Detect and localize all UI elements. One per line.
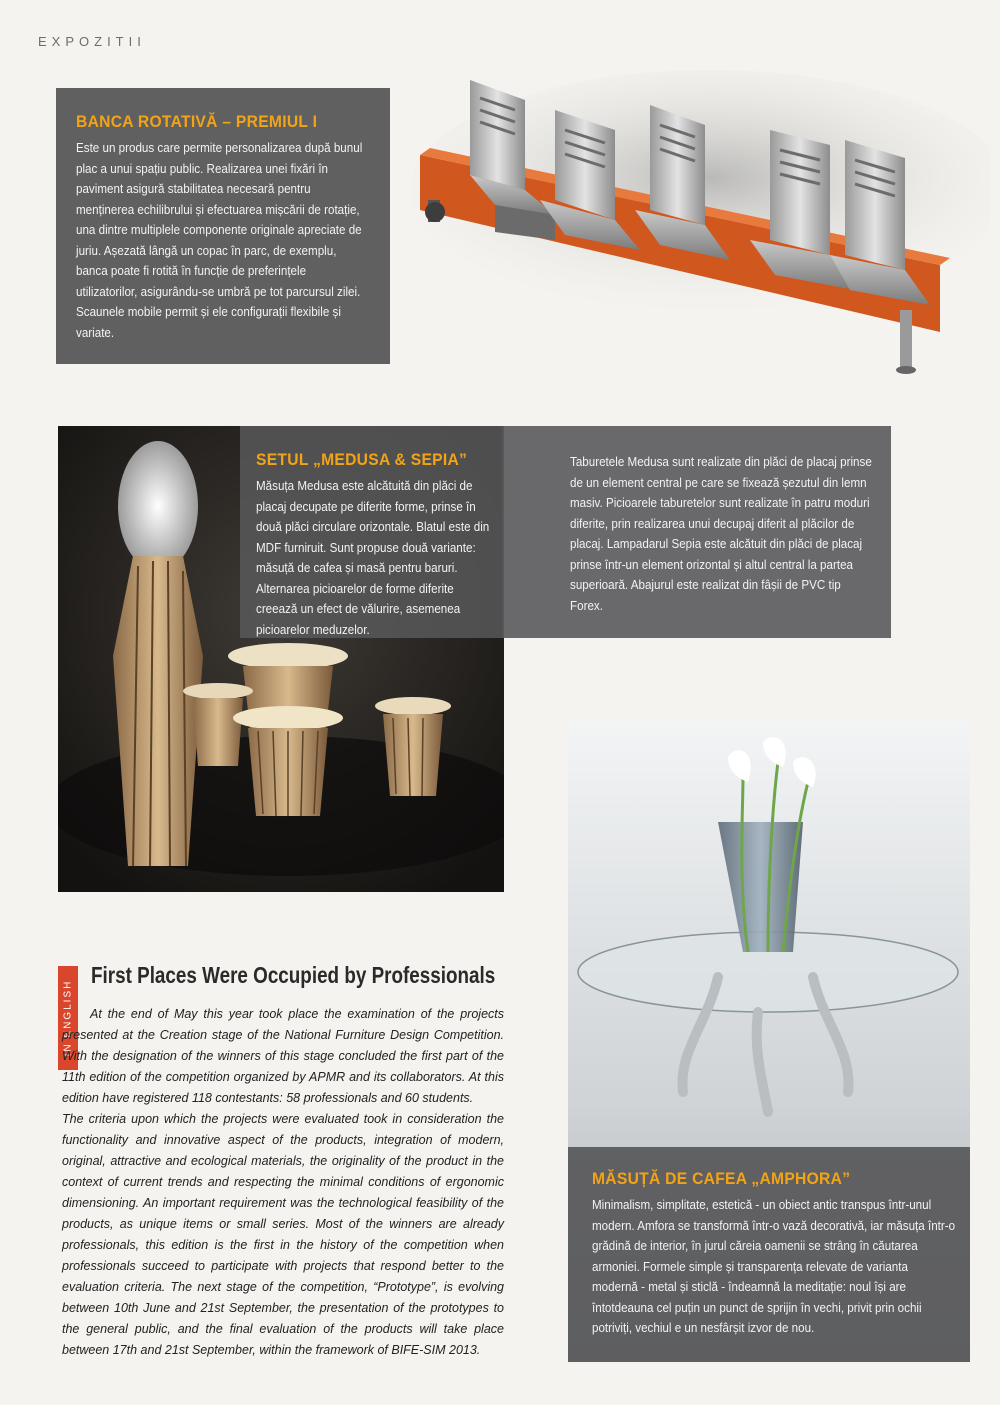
english-title: First Places Were Occupied by Professionals (91, 962, 496, 988)
banca-title: BANCA ROTATIVĂ – PREMIUL I (76, 112, 318, 131)
medusa-title: SETUL „MEDUSA & SEPIA” (256, 450, 468, 469)
english-body (62, 1004, 504, 1361)
in-english-label: IN ENGLISH (62, 979, 74, 1057)
amphora-text: Minimalism, simplitate, estetică - un obiect antic transpus într-unul modern. Amfora se transformă într-o vază decorativă, iar măsuța într-o grădină de interior, în jurul căreia oamenii se strâng în căutarea armoniei. Formele simple și transparența relevate de varianta modernă - metal și sticlă - îndeamnă la meditație: noul își are întotdeauna cel puțin un punct de sprijin în vechi, privit prin ochii potriviți, vechiul e un nesfârșit izvor de nou. (592, 1198, 956, 1335)
amphora-box (568, 1147, 970, 1362)
medusa-text: Măsuța Medusa este alcătuită din plăci de placaj decupate pe diferite forme, prinse în două plăci circulare orizontale. Blatul este din MDF furniruit. Sunt propuse două variante: măsuță de cafea și masă pentru baruri. Alternarea picioarelor de forme diferite creează un efect de vălurire, asemenea picioarelor meduzelor. (256, 479, 490, 637)
amphora-title: MĂSUȚĂ DE CAFEA „AMPHORA” (592, 1169, 851, 1188)
medusa-sepia-box (240, 426, 502, 638)
english-paragraph-2: The criteria upon which the projects were evaluated took in consideration the functionality and innovative aspect of the products, integration of modern, original, attractive and ecological materials, the originality of the product in the context of current trends and respecting the minimal conditions of ergonomic dimensioning. An important requirement was the technological feasibility of the products, as unique items or small series. Most of the winners are already professionals, this edition is the first in the history of the competition when professionals succeed to participate with projects that respond better to the evaluation criteria. The next stage of the competition, “Prototype”, is evolving between 10th June and 21st September, the presentation of the prototypes to the general public, and the final evaluation of the products will take place between 17th and 21st September, within the framework of BIFE-SIM 2013. (62, 1112, 504, 1357)
english-paragraph-1: At the end of May this year took place the examination of the projects presented at the Creation stage of the National Furniture Design Competition. With the designation of the winners of this stage concluded the first part of the 11th edition of the competition organized by APMR and its collaborators. At this edition have registered 118 contestants: 58 professionals and 60 students. (62, 1007, 504, 1105)
taburete-box (502, 426, 891, 638)
section-label: EXPOZITII (38, 34, 146, 49)
taburete-text: Taburetele Medusa sunt realizate din plăci de placaj prinse de un element central pe care se fixează șezutul din lemn masiv. Picioarele taburetelor sunt realizate în patru moduri diferite, prin realizarea unui decupaj diferit al plăcilor de placaj. Lampadarul Sepia este alcătuit din plăci de placaj prinse într-un element orizontal și altul central la partea superioară. Abajurul este realizat din fâșii de PVC tip Forex. (570, 455, 872, 613)
rotating-bench-photo (380, 40, 990, 380)
banca-rotativa-box (56, 88, 390, 364)
banca-text: Este un produs care permite personalizarea după bunul plac a unui spațiu public. Realizarea unei fixări în paviment asigură stabilitatea necesară pentru menținerea echilibrului și efectuarea mișcării de rotație, una dintre multiplele componente originale apreciate de juriu. Așezată lângă un copac în parc, de exemplu, banca poate fi rotită în funcție de preferințele utilizatorilor, asigurându-se umbră pe tot parcursul zilei. Scaunele mobile permit și ele configurații flexibile și variate. (76, 141, 363, 340)
